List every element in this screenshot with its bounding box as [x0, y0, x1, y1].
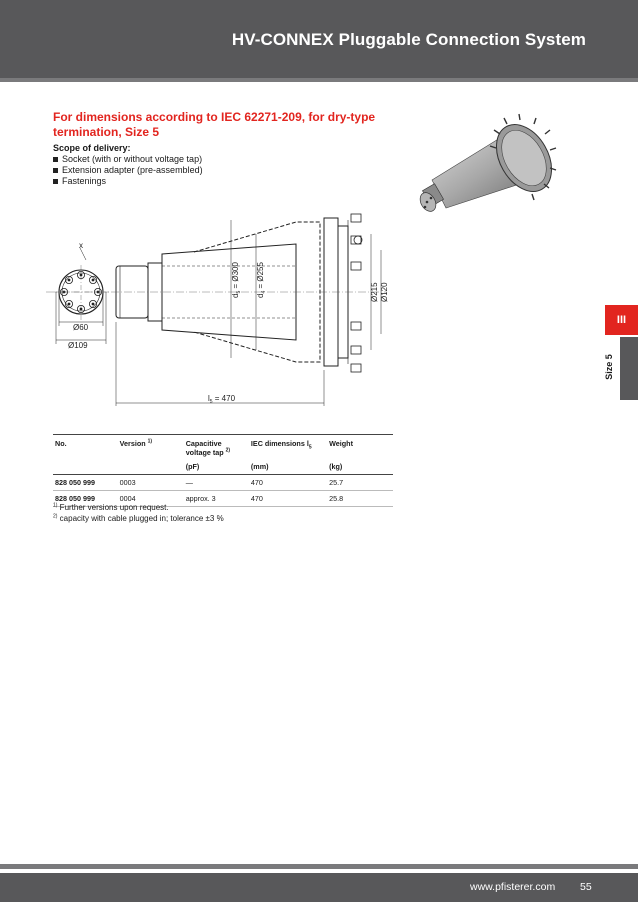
page-number: 55 [580, 881, 592, 893]
bullet-icon [53, 168, 58, 173]
dim-diameter-215: Ø215 [370, 282, 379, 302]
dim-diameter-109: Ø109 [68, 341, 88, 350]
section-heading: For dimensions according to IEC 62271-209, for dry-type termination, Size 5 [53, 110, 376, 139]
size-label: Size 5 [604, 354, 615, 380]
unit-mm: (mm) [249, 459, 327, 475]
unit-kg: (kg) [327, 459, 393, 475]
unit-pf: (pF) [184, 459, 249, 475]
technical-drawing [46, 210, 406, 410]
dim-l5-length-470: $l_5 = 470$ [208, 394, 236, 405]
footnote-2: $^{2)}$ capacity with cable plugged in; tolerance ±3 % [53, 513, 224, 523]
list-item: Fastenings [53, 176, 383, 187]
footnote-1: $^{1)}$ Further versions upon request. [53, 502, 169, 512]
bullet-icon [53, 179, 58, 184]
bullet-icon [53, 157, 58, 162]
list-item: Extension adapter (pre-assembled) [53, 165, 383, 176]
socket-front-view [54, 241, 110, 320]
dim-diameter-120: Ø120 [380, 282, 389, 302]
product-table [53, 434, 393, 507]
page-header [0, 0, 638, 78]
footnotes [53, 502, 224, 524]
section-tab: III [605, 305, 638, 335]
page-title: HV-CONNEX Pluggable Connection System [231, 30, 586, 49]
scope-label: Scope of delivery: [53, 143, 131, 153]
col-header-version: Version $^{1)}$ [118, 435, 184, 460]
col-header-weight: Weight [327, 435, 393, 460]
header-divider [0, 78, 638, 82]
col-header-no: No. [53, 435, 118, 460]
axis-label-x: x [79, 241, 83, 250]
col-header-capacitive: Capacitive voltage tap $^{2)}$ [184, 435, 249, 460]
footer-divider [0, 864, 638, 869]
product-isometric-image [412, 110, 562, 220]
table-unit-row [53, 459, 393, 475]
scope-list [53, 154, 383, 187]
table-row: 828 050 999 0004 approx. 3 470 25.8 [53, 491, 393, 507]
col-header-iec: IEC dimensions $l_5$ [249, 435, 327, 460]
dim-d4-diameter-255: $d_4$ = Ø255 [256, 262, 267, 298]
table-header-row [53, 435, 393, 460]
table-row: 828 050 999 0003 — 470 25.7 [53, 475, 393, 491]
intro-section [53, 110, 383, 187]
footer-website-link[interactable]: www.pfisterer.com [470, 881, 556, 893]
dim-d5-diameter-300: $d_5$ = Ø300 [231, 262, 242, 298]
dim-diameter-60: Ø60 [73, 323, 89, 332]
section-tab-marker [620, 337, 638, 400]
page-footer [0, 873, 638, 902]
list-item: Socket (with or without voltage tap) [53, 154, 383, 165]
